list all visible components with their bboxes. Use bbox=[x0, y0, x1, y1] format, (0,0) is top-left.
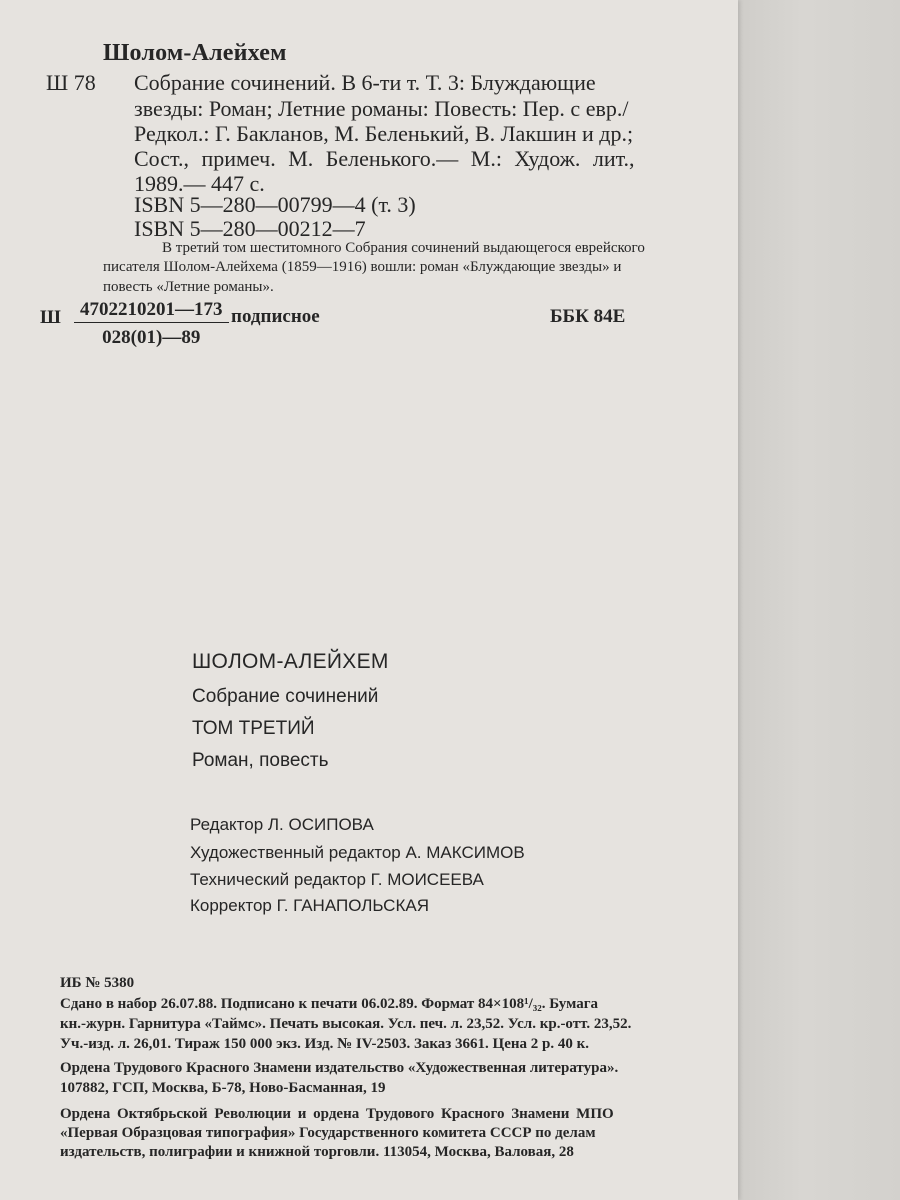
title-genre: Роман, повесть bbox=[192, 750, 329, 771]
bibliographic-line: 1989.— 447 с. bbox=[134, 171, 265, 196]
bbk-code: ББК 84Е bbox=[550, 306, 626, 327]
staff-proofreader: Корректор Г. ГАНАПОЛЬСКАЯ bbox=[190, 896, 429, 915]
ib-number: ИБ № 5380 bbox=[60, 975, 135, 991]
annotation-line: В третий том шеститомного Собрания сочинений выдающегося еврейского bbox=[162, 240, 645, 256]
fraction-numerator: 4702210201—173 bbox=[74, 299, 229, 323]
publisher-address: 107882, ГСП, Москва, Б-78, Ново-Басманная, 19 bbox=[60, 1080, 386, 1096]
bibliographic-line: Собрание сочинений. В 6-ти т. Т. 3: Блуждающие bbox=[134, 70, 596, 95]
production-line: Сдано в набор 26.07.88. Подписано к печати 06.02.89. Формат 84×108¹/₃₂. Бумага bbox=[60, 996, 599, 1012]
bibliographic-author-heading: Шолом-Алейхем bbox=[103, 40, 287, 66]
catalog-code: Ш 78 bbox=[46, 70, 96, 95]
annotation-line: повесть «Летние романы». bbox=[103, 279, 274, 295]
publisher-line: Ордена Трудового Красного Знамени издательство «Художественная литература». bbox=[60, 1060, 619, 1076]
background-surface bbox=[738, 0, 900, 1200]
title-volume: ТОМ ТРЕТИЙ bbox=[192, 718, 315, 739]
isbn-volume: ISBN 5—280—00799—4 (т. 3) bbox=[134, 192, 416, 217]
subscription-label: подписное bbox=[231, 306, 320, 327]
staff-editor: Редактор Л. ОСИПОВА bbox=[190, 815, 374, 834]
bibliographic-line: Редкол.: Г. Бакланов, М. Беленький, В. Лакшин и др.; bbox=[134, 121, 634, 146]
fraction-denominator: 028(01)—89 bbox=[102, 327, 201, 348]
annotation-line: писателя Шолом-Алейхема (1859—1916) вошли: роман «Блуждающие звезды» и bbox=[103, 259, 622, 275]
production-line: кн.-журн. Гарнитура «Таймс». Печать высокая. Усл. печ. л. 23,52. Усл. кр.-отт. 23,52. bbox=[60, 1016, 632, 1032]
production-line: Уч.-изд. л. 26,01. Тираж 150 000 экз. Изд. № IV-2503. Заказ 3661. Цена 2 р. 40 к. bbox=[60, 1036, 590, 1052]
printer-line: Ордена Октябрьской Революции и ордена Трудового Красного Знамени МПО bbox=[60, 1106, 614, 1122]
title-collection: Собрание сочинений bbox=[192, 686, 379, 707]
library-letter: Ш bbox=[40, 307, 61, 328]
catalog-fraction bbox=[74, 299, 229, 349]
isbn-set: ISBN 5—280—00212—7 bbox=[134, 216, 366, 241]
printer-line: «Первая Образцовая типография» Государственного комитета СССР по делам bbox=[60, 1125, 596, 1141]
title-author: ШОЛОМ-АЛЕЙХЕМ bbox=[192, 650, 389, 673]
bibliographic-line: Сост., примеч. М. Беленького.— М.: Худож. лит., bbox=[134, 146, 635, 171]
printer-line: издательств, полиграфии и книжной торговли. 113054, Москва, Валовая, 28 bbox=[60, 1144, 574, 1160]
bibliographic-line: звезды: Роман; Летние романы: Повесть: Пер. с евр./ bbox=[134, 96, 629, 121]
staff-technical-editor: Технический редактор Г. МОИСЕЕВА bbox=[190, 870, 484, 889]
staff-art-editor: Художественный редактор А. МАКСИМОВ bbox=[190, 843, 525, 862]
